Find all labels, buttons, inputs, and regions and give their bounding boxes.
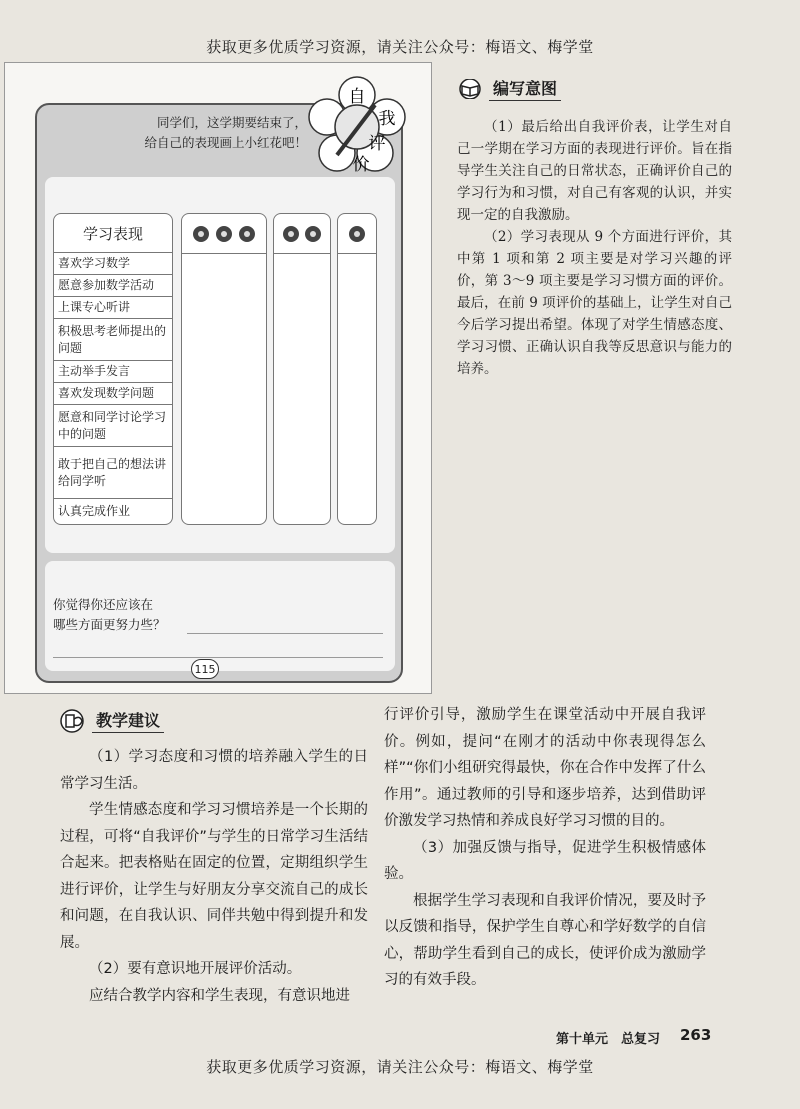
header-line-1: 同学们，这学期要结束了， bbox=[156, 115, 307, 130]
intent-body bbox=[457, 116, 732, 380]
book-hand-icon bbox=[60, 709, 86, 733]
suggestion-left-p4: 应结合教学内容和学生表现，有意识地进 bbox=[89, 987, 350, 1004]
flower-char-4: 价 bbox=[352, 155, 370, 175]
answer-line-2 bbox=[53, 657, 383, 658]
student-page-number: 115 bbox=[191, 659, 219, 679]
student-book-page bbox=[4, 62, 432, 694]
performance-item-7: 愿意和同学讨论学习中的问题 bbox=[53, 405, 173, 447]
footer-page-number: 263 bbox=[680, 1026, 712, 1044]
hope-line-1: 你觉得你还应该在 bbox=[53, 597, 154, 612]
three-flowers-icon bbox=[191, 224, 257, 244]
suggestion-right-p3: 根据学生学习表现和自我评价情况，要及时予以反馈和指导，保护学生自尊心和学好数学的自信心，帮助学生看到自己的成长，使评价成为激励学习的有效手段。 bbox=[384, 892, 706, 988]
answer-line-1 bbox=[187, 633, 383, 634]
flower-char-3: 评 bbox=[368, 134, 386, 154]
suggestion-left-p1: （1）学习态度和习惯的培养融入学生的日常学习生活。 bbox=[60, 749, 368, 792]
self-evaluation-card bbox=[35, 87, 403, 683]
performance-item-8: 敢于把自己的想法讲给同学听 bbox=[53, 447, 173, 499]
intent-section-title bbox=[457, 76, 561, 101]
performance-item-2: 愿意参加数学活动 bbox=[53, 275, 173, 297]
flower-char-2: 我 bbox=[378, 109, 396, 129]
suggestions-right-column bbox=[384, 702, 706, 994]
suggestion-left-p2: 学生情感态度和学习习惯培养是一个长期的过程，可将“自我评价”与学生的日常学习生活结合起来。把表格贴在固定的位置，定期组织学生进行评价，让学生与好朋友分享交流自己的成长和问题，在自我认识、同伴共勉中得到提升和发展。 bbox=[60, 802, 368, 951]
rating-column-one-flower bbox=[337, 213, 377, 525]
performance-item-5: 主动举手发言 bbox=[53, 361, 173, 383]
rating-column-two-flowers bbox=[273, 213, 331, 525]
self-evaluation-flower-badge bbox=[307, 75, 407, 175]
open-book-icon bbox=[457, 79, 483, 99]
performance-item-6: 喜欢发现数学问题 bbox=[53, 383, 173, 405]
watermark-top: 获取更多优质学习资源，请关注公众号：梅语文、梅学堂 bbox=[206, 38, 594, 56]
performance-item-1: 喜欢学习数学 bbox=[53, 253, 173, 275]
table-header-performance: 学习表现 bbox=[53, 213, 173, 253]
suggestion-left-p3: （2）要有意识地开展评价活动。 bbox=[89, 961, 302, 977]
two-flowers-icon bbox=[280, 224, 324, 244]
footer-unit-label: 第十单元 总复习 bbox=[556, 1032, 661, 1047]
flower-char-1: 自 bbox=[348, 87, 366, 107]
hope-question bbox=[53, 595, 193, 635]
card-header bbox=[47, 113, 307, 169]
hope-line-2: 哪些方面更努力些？ bbox=[53, 617, 166, 632]
watermark-bottom: 获取更多优质学习资源，请关注公众号：梅语文、梅学堂 bbox=[206, 1058, 594, 1076]
suggestion-right-p2: （3）加强反馈与指导，促进学生积极情感体验。 bbox=[384, 839, 706, 882]
performance-item-9: 认真完成作业 bbox=[53, 499, 173, 525]
rating-column-three-flowers bbox=[181, 213, 267, 525]
performance-item-4: 积极思考老师提出的问题 bbox=[53, 319, 173, 361]
intent-paragraph-1: （1）最后给出自我评价表，让学生对自己一学期在学习方面的表现进行评价。旨在指导学生关注自己的日常状态，正确评价自己的学习行为和习惯，对自己有客观的认识，并实现一定的自我激励。 bbox=[457, 119, 732, 223]
one-flower-icon bbox=[347, 224, 367, 244]
rating-head-three bbox=[182, 214, 266, 254]
flower-badge-icon bbox=[307, 75, 407, 175]
header-line-2: 给自己的表现画上小红花吧！ bbox=[144, 135, 307, 150]
performance-item-3: 上课专心听讲 bbox=[53, 297, 173, 319]
rating-head-two bbox=[274, 214, 330, 254]
intent-title: 编写意图 bbox=[489, 76, 561, 101]
suggestions-left-column bbox=[60, 744, 368, 1009]
intent-paragraph-2: （2）学习表现从 9 个方面进行评价，其中第 1 项和第 2 项主要是对学习兴趣的评价，第 3～9 项主要是学习习惯方面的评价。最后，在前 9 项评价的基础上，让学生对自己今后学习提出希望。体现了对学生情感态度、学习习惯、正确认识自我等反思意识与能力的培养。 bbox=[457, 229, 732, 377]
rating-head-one bbox=[338, 214, 376, 254]
suggestion-right-p1: 行评价引导，激励学生在课堂活动中开展自我评价。例如，提问“在刚才的活动中你表现得怎么样”“你们小组研究得最快，你在合作中发挥了什么作用”。通过教师的引导和逐步培养，达到借助评价激发学习热情和养成良好学习习惯的目的。 bbox=[384, 707, 706, 829]
suggestion-title: 教学建议 bbox=[92, 708, 164, 733]
suggestion-section-title bbox=[60, 708, 164, 733]
